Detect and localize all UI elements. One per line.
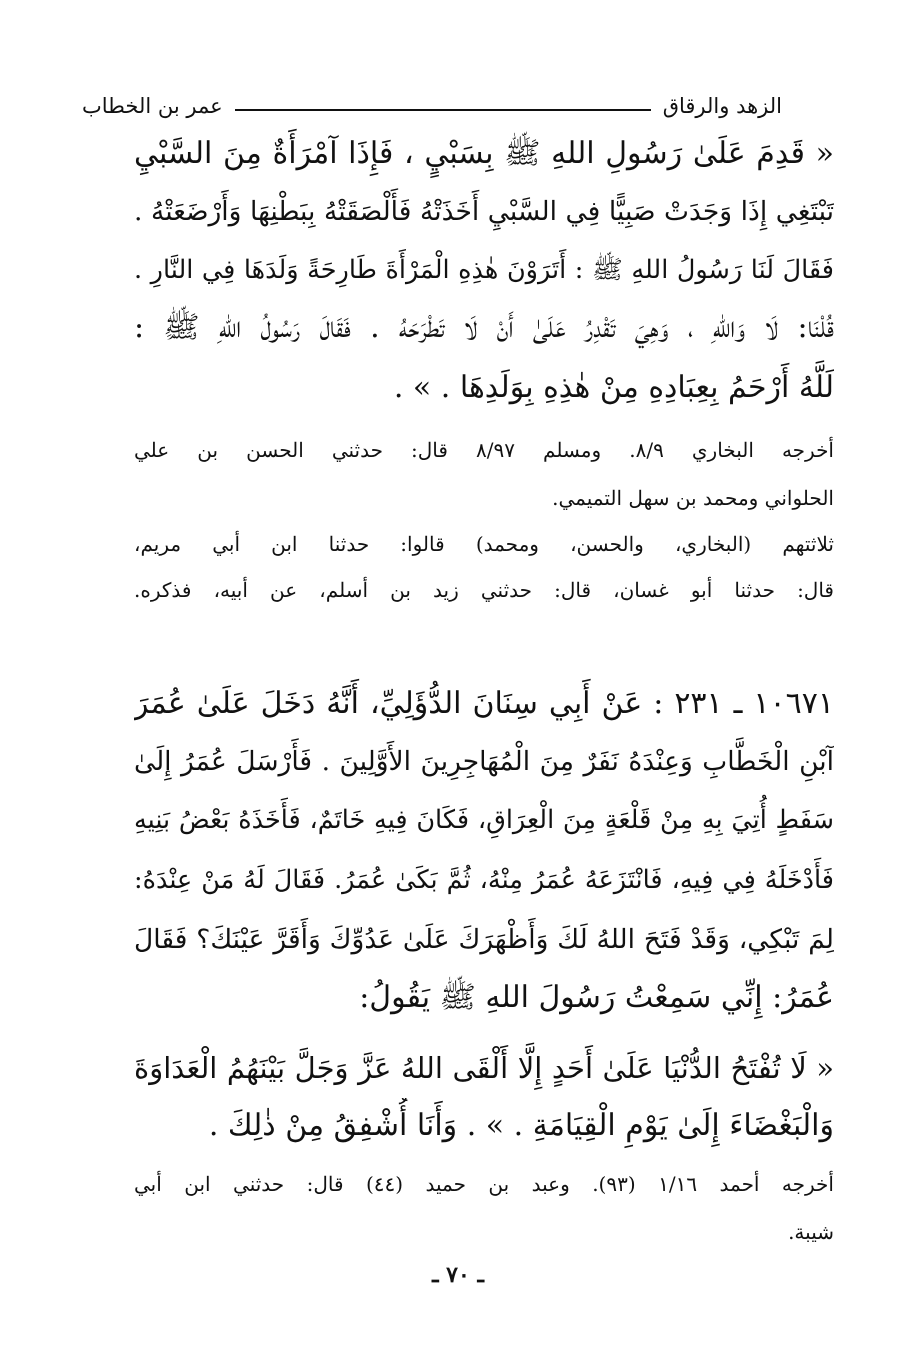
page-number: ـ ٧٠ ـ (432, 1262, 484, 1288)
footnote-line: قال: حدثنا أبو غسان، قال: حدثني زيد بن أسلم، عن أبيه، فذكره. (134, 578, 834, 602)
hadith-1-line: تَبْتَغِي إِذَا وَجَدَتْ صَبِيًّا فِي السَّبْيِ أَخَذَتْهُ فَأَلْصَقَتْهُ بِبَطْنِهَا وَأَرْضَعَتْهُ . (134, 196, 834, 227)
hadith-2-line: فَأَدْخَلَهُ فِي فِيهِ، فَانْتَزَعَهُ عُمَرُ مِنْهُ، ثُمَّ بَكَىٰ عُمَرُ. فَقَالَ لَهُ مَنْ عِنْدَهُ: (134, 865, 834, 895)
hadith-2-line: عُمَرُ: إِنِّي سَمِعْتُ رَسُولَ اللهِ ﷺ يَقُولُ: (359, 980, 834, 1015)
hadith-2-line: وَالْبَغْضَاءَ إِلَىٰ يَوْمِ الْقِيَامَةِ . » . وَأَنَا أُشْفِقُ مِنْ ذٰلِكَ . (208, 1108, 834, 1143)
hadith-2-line: « لَا تُفْتَحُ الدُّنْيَا عَلَىٰ أَحَدٍ إِلَّا أَلْقَى اللهُ عَزَّ وَجَلَّ بَيْنَهُمُ الْعَدَاوَةَ (134, 1051, 834, 1085)
hadith-1-line: « قَدِمَ عَلَىٰ رَسُولِ اللهِ ﷺ بِسَبْيٍ ، فَإِذَا آمْرَأَةٌ مِنَ السَّبْيِ (134, 136, 834, 171)
hadith-1-line: قُلْنَا: لَا وَاللهِ ، وَهِيَ تَقْدِرُ عَلَىٰ أَنْ لَا تَطْرَحَهُ . فَقَالَ رَسُولُ اللهِ ﷺ : (134, 310, 834, 345)
hadith-1-line: فَقَالَ لَنَا رَسُولُ اللهِ ﷺ : أَتَرَوْنَ هٰذِهِ الْمَرْأَةَ طَارِحَةً وَلَدَهَا فِي النَّارِ . (134, 255, 834, 285)
footnote-line: الحلواني ومحمد بن سهل التميمي. (552, 486, 834, 510)
hadith-1-line: لَلَّهُ أَرْحَمُ بِعِبَادِهِ مِنْ هٰذِهِ بِوَلَدِهَا . » . (393, 370, 834, 405)
running-header (82, 86, 782, 126)
hadith-2-line: سَفَطٍ أُتِيَ بِهِ مِنْ قَلْعَةٍ مِنَ الْعِرَاقِ، فَكَانَ فِيهِ خَاتَمٌ، فَأَخَذَهُ بَعْضُ بَنِيهِ (134, 805, 834, 835)
footnote-line: أخرجه البخاري ٨/٩. ومسلم ٨/٩٧ قال: حدثني الحسن بن علي (134, 438, 834, 462)
header-book-title: الزهد والرقاق (662, 94, 782, 118)
hadith-2-line: ١٠٦٧١ ـ ٢٣١ : عَنْ أَبِي سِنَانَ الدُّؤَلِيِّ، أَنَّهُ دَخَلَ عَلَىٰ عُمَرَ (134, 686, 834, 721)
hadith-2-line: لِمَ تَبْكِي، وَقَدْ فَتَحَ اللهُ لَكَ وَأَظْهَرَكَ عَلَىٰ عَدُوِّكَ وَأَقَرَّ عَيْنَكَ؟ فَقَالَ (134, 924, 834, 955)
footnote-line: ثلاثتهم (البخاري، والحسن، ومحمد) قالوا: حدثنا ابن أبي مريم، (134, 532, 834, 556)
footnote-line: شيبة. (788, 1220, 834, 1244)
header-section-title: عمر بن الخطاب (82, 94, 223, 118)
footnote-line: أخرجه أحمد ١/١٦ (٩٣). وعبد بن حميد (٤٤) قال: حدثني ابن أبي (134, 1172, 834, 1196)
hadith-2-line: آبْنِ الْخَطَّابِ وَعِنْدَهُ نَفَرٌ مِنَ الْمُهَاجِرِينَ الأَوَّلِينَ . فَأَرْسَلَ عُمَرُ إِلَىٰ (134, 746, 834, 777)
header-rule (235, 109, 651, 111)
